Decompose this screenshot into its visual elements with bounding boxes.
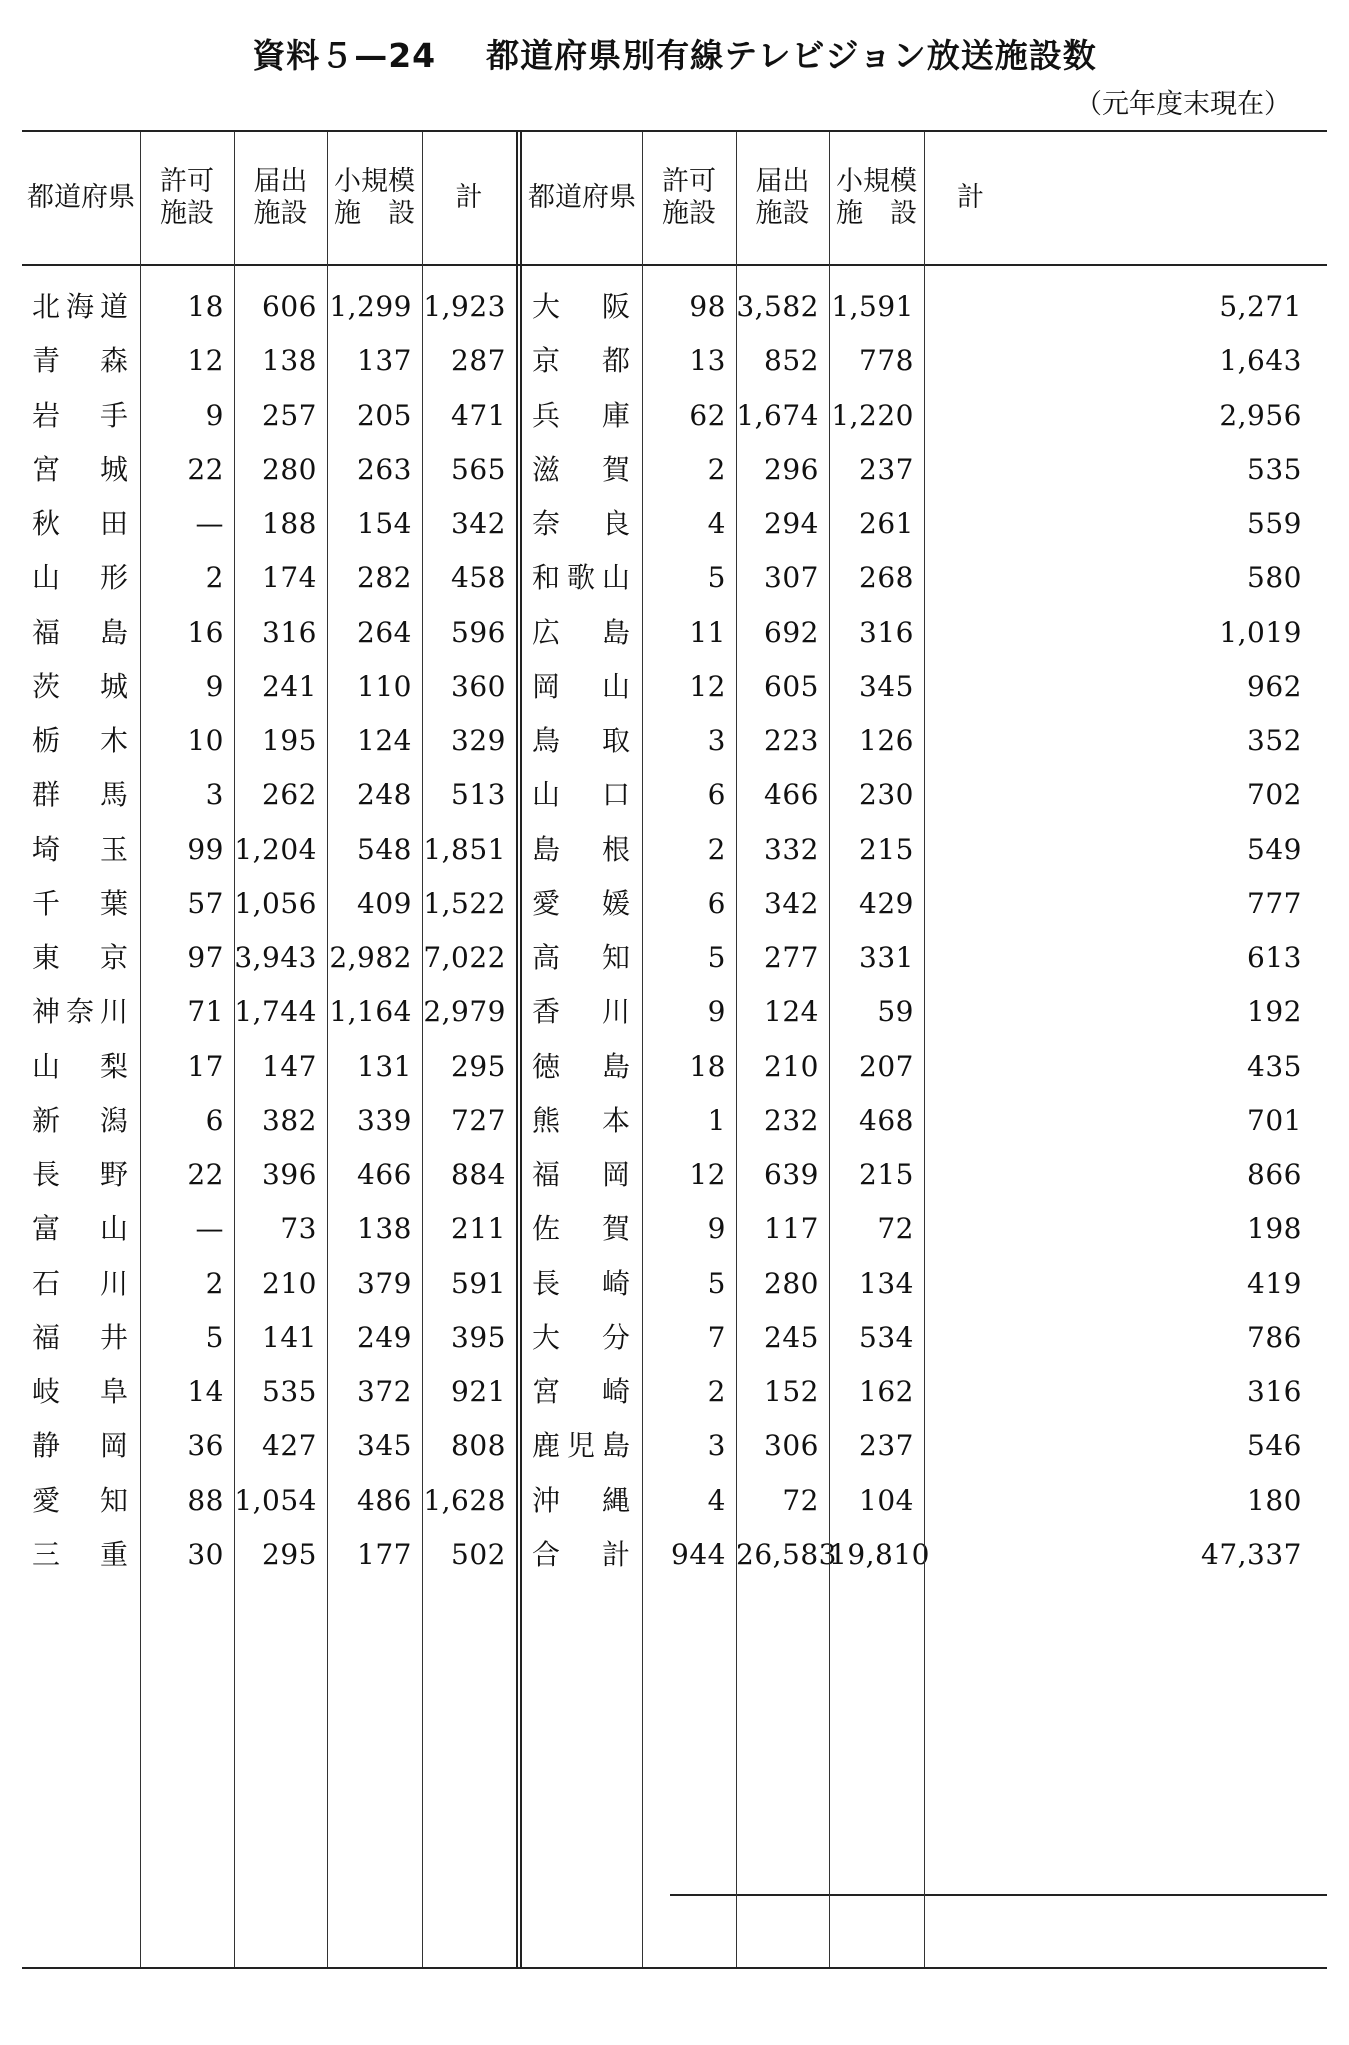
prefecture-name: 熊 本 — [532, 1103, 630, 1137]
prefecture-name: 福 岡 — [532, 1158, 630, 1191]
value-cell: 137 — [357, 344, 412, 378]
value-cell: 2 — [707, 452, 726, 486]
prefecture-name: 高 知 — [532, 941, 630, 974]
value-cell: 1,643 — [1219, 344, 1302, 378]
value-cell: 124 — [357, 724, 412, 757]
value-cell: 316 — [262, 615, 317, 649]
value-cell: 962 — [1247, 669, 1302, 703]
value-cell: 5,271 — [1219, 290, 1302, 323]
value-cell: 237 — [859, 1429, 914, 1463]
value-cell: 295 — [262, 1537, 317, 1571]
value-cell: 332 — [764, 832, 819, 866]
value-cell: 195 — [262, 724, 317, 757]
prefecture-name: 宮 崎 — [532, 1375, 630, 1408]
header-cell: 小規模 施 設 — [836, 166, 917, 229]
value-cell: 329 — [451, 724, 506, 757]
value-cell: 262 — [262, 778, 317, 812]
value-cell: 19,810 — [829, 1537, 930, 1571]
value-cell: 138 — [357, 1212, 412, 1246]
value-cell: 12 — [689, 669, 726, 703]
value-cell: 9 — [707, 1212, 726, 1246]
prefecture-name: 徳 島 — [532, 1049, 630, 1083]
header-cell: 都道府県 — [528, 182, 636, 213]
value-cell: 866 — [1247, 1158, 1302, 1191]
column-divider — [924, 132, 925, 1967]
prefecture-name: 兵 庫 — [532, 398, 630, 432]
value-cell: 727 — [451, 1103, 506, 1137]
value-cell: 884 — [451, 1158, 506, 1191]
value-cell: 7,022 — [423, 941, 506, 974]
value-cell: 296 — [764, 452, 819, 486]
value-cell: 257 — [262, 398, 317, 432]
value-cell: 3 — [707, 724, 726, 757]
header-cell: 届出 施設 — [755, 166, 810, 229]
value-cell: 2,956 — [1219, 398, 1302, 432]
prefecture-name: 長 崎 — [532, 1266, 630, 1300]
column-divider — [327, 132, 328, 1967]
data-table — [22, 130, 1327, 1969]
value-cell: 316 — [859, 615, 914, 649]
value-cell: 241 — [262, 669, 317, 703]
value-cell: 1,054 — [234, 1483, 317, 1517]
value-cell: 702 — [1247, 778, 1302, 812]
prefecture-name: 岩 手 — [32, 398, 128, 432]
value-cell: 3 — [707, 1429, 726, 1463]
prefecture-name: 埼 玉 — [32, 832, 128, 866]
value-cell: 207 — [859, 1049, 914, 1083]
value-cell: 944 — [671, 1537, 726, 1571]
prefecture-name: 群 馬 — [32, 778, 128, 812]
value-cell: 10 — [187, 724, 224, 757]
prefecture-name: 長 野 — [32, 1158, 128, 1191]
value-cell: 126 — [859, 724, 914, 757]
prefecture-name: 青 森 — [32, 344, 128, 378]
prefecture-name: 岡 山 — [532, 669, 630, 703]
value-cell: 1,923 — [423, 290, 506, 323]
prefecture-name: 奈 良 — [532, 507, 630, 540]
value-cell: 117 — [764, 1212, 819, 1246]
column-divider — [736, 132, 737, 1967]
value-cell: 174 — [262, 561, 317, 595]
prefecture-name: 合 計 — [532, 1537, 630, 1571]
value-cell: 98 — [689, 290, 726, 323]
prefecture-name: 山 口 — [532, 778, 630, 812]
value-cell: 134 — [859, 1266, 914, 1300]
value-cell: 282 — [357, 561, 412, 595]
value-cell: 852 — [764, 344, 819, 378]
value-cell: 12 — [187, 344, 224, 378]
header-cell: 届出 施設 — [253, 166, 308, 229]
value-cell: 180 — [1247, 1483, 1302, 1517]
value-cell: 1,851 — [423, 832, 506, 866]
value-cell: 1,591 — [831, 290, 914, 323]
value-cell: 458 — [451, 561, 506, 595]
prefecture-name: 大 分 — [532, 1320, 630, 1354]
value-cell: 18 — [689, 1049, 726, 1083]
value-cell: 16 — [187, 615, 224, 649]
value-cell: 1,164 — [329, 995, 412, 1029]
value-cell: 580 — [1247, 561, 1302, 595]
value-cell: 152 — [764, 1375, 819, 1408]
value-cell: 215 — [859, 1158, 914, 1191]
value-cell: 396 — [262, 1158, 317, 1191]
value-cell: 596 — [451, 615, 506, 649]
value-cell: 30 — [187, 1537, 224, 1571]
value-cell: 71 — [187, 995, 224, 1029]
header-cell: 許可 施設 — [662, 166, 716, 229]
value-cell: 264 — [357, 615, 412, 649]
table-row — [22, 1520, 1327, 1590]
value-cell: 1,674 — [736, 398, 819, 432]
value-cell: 223 — [764, 724, 819, 757]
value-cell: 692 — [764, 615, 819, 649]
value-cell: 249 — [357, 1320, 412, 1354]
prefecture-name: 福 井 — [32, 1320, 128, 1354]
value-cell: 1,204 — [234, 832, 317, 866]
value-cell: 331 — [859, 941, 914, 974]
value-cell: 99 — [187, 832, 224, 866]
value-cell: 535 — [1247, 452, 1302, 486]
value-cell: 230 — [859, 778, 914, 812]
value-cell: 6 — [707, 778, 726, 812]
value-cell: 11 — [689, 615, 726, 649]
title-label: 資料５—24 — [252, 36, 437, 75]
value-cell: 268 — [859, 561, 914, 595]
value-cell: 59 — [877, 995, 914, 1029]
value-cell: 471 — [451, 398, 506, 432]
value-cell: 287 — [451, 344, 506, 378]
table-header — [22, 132, 1327, 266]
value-cell: 124 — [764, 995, 819, 1029]
prefecture-name: 佐 賀 — [532, 1212, 630, 1246]
value-cell: — — [195, 1212, 224, 1246]
prefecture-name: 富 山 — [32, 1212, 128, 1246]
prefecture-name: 香 川 — [532, 995, 630, 1029]
value-cell: 2 — [707, 832, 726, 866]
prefecture-name: 広 島 — [532, 615, 630, 649]
value-cell: 4 — [707, 507, 726, 540]
value-cell: 154 — [357, 507, 412, 540]
value-cell: 466 — [764, 778, 819, 812]
value-cell: 12 — [689, 1158, 726, 1191]
column-divider — [140, 132, 141, 1967]
value-cell: 307 — [764, 561, 819, 595]
value-cell: 613 — [1247, 941, 1302, 974]
value-cell: 18 — [187, 290, 224, 323]
title-text: 都道府県別有線テレビジョン放送施設数 — [486, 36, 1097, 75]
value-cell: 232 — [764, 1103, 819, 1137]
value-cell: 198 — [1247, 1212, 1302, 1246]
value-cell: 409 — [357, 886, 412, 920]
value-cell: 7 — [707, 1320, 726, 1354]
value-cell: 778 — [859, 344, 914, 378]
value-cell: 342 — [451, 507, 506, 540]
value-cell: 62 — [689, 398, 726, 432]
value-cell: 5 — [205, 1320, 224, 1354]
prefecture-name: 宮 城 — [32, 452, 128, 486]
value-cell: 513 — [451, 778, 506, 812]
value-cell: 360 — [451, 669, 506, 703]
value-cell: 534 — [859, 1320, 914, 1354]
value-cell: 429 — [859, 886, 914, 920]
value-cell: 486 — [357, 1483, 412, 1517]
value-cell: 1,019 — [1219, 615, 1302, 649]
value-cell: 306 — [764, 1429, 819, 1463]
column-divider — [642, 132, 643, 1967]
value-cell: 3,582 — [736, 290, 819, 323]
value-cell: 192 — [1247, 995, 1302, 1029]
value-cell: 3 — [205, 778, 224, 812]
value-cell: 88 — [187, 1483, 224, 1517]
value-cell: 1,628 — [423, 1483, 506, 1517]
prefecture-name: 山 梨 — [32, 1049, 128, 1083]
value-cell: 17 — [187, 1049, 224, 1083]
value-cell: 1 — [707, 1103, 726, 1137]
value-cell: 345 — [357, 1429, 412, 1463]
prefecture-name: 和 歌 山 — [532, 561, 630, 595]
value-cell: 6 — [707, 886, 726, 920]
value-cell: 345 — [859, 669, 914, 703]
total-separator — [670, 1894, 1327, 1896]
value-cell: 210 — [262, 1266, 317, 1300]
value-cell: 295 — [451, 1049, 506, 1083]
value-cell: 1,299 — [329, 290, 412, 323]
value-cell: 339 — [357, 1103, 412, 1137]
value-cell: 701 — [1247, 1103, 1302, 1137]
prefecture-name: 新 潟 — [32, 1103, 128, 1137]
subtitle: （元年度末現在） — [1075, 89, 1291, 120]
value-cell: 316 — [1247, 1375, 1302, 1408]
value-cell: 277 — [764, 941, 819, 974]
value-cell: 379 — [357, 1266, 412, 1300]
value-cell: 382 — [262, 1103, 317, 1137]
value-cell: 1,744 — [234, 995, 317, 1029]
value-cell: 2 — [205, 1266, 224, 1300]
value-cell: 215 — [859, 832, 914, 866]
prefecture-name: 愛 媛 — [532, 886, 630, 920]
value-cell: 2,982 — [329, 941, 412, 974]
prefecture-name: 愛 知 — [32, 1483, 128, 1517]
value-cell: 162 — [859, 1375, 914, 1408]
value-cell: 808 — [451, 1429, 506, 1463]
value-cell: 4 — [707, 1483, 726, 1517]
column-divider — [234, 132, 235, 1967]
value-cell: 72 — [782, 1483, 819, 1517]
value-cell: — — [195, 507, 224, 540]
value-cell: 9 — [707, 995, 726, 1029]
prefecture-name: 茨 城 — [32, 669, 128, 703]
value-cell: 5 — [707, 1266, 726, 1300]
value-cell: 395 — [451, 1320, 506, 1354]
value-cell: 559 — [1247, 507, 1302, 540]
value-cell: 237 — [859, 452, 914, 486]
value-cell: 131 — [357, 1049, 412, 1083]
value-cell: 2,979 — [423, 995, 506, 1029]
value-cell: 280 — [764, 1266, 819, 1300]
prefecture-name: 神 奈 川 — [32, 995, 128, 1029]
value-cell: 435 — [1247, 1049, 1302, 1083]
prefecture-name: 滋 賀 — [532, 452, 630, 486]
prefecture-name: 福 島 — [32, 615, 128, 649]
value-cell: 72 — [877, 1212, 914, 1246]
value-cell: 2 — [205, 561, 224, 595]
prefecture-name: 東 京 — [32, 941, 128, 974]
value-cell: 786 — [1247, 1320, 1302, 1354]
value-cell: 205 — [357, 398, 412, 432]
prefecture-name: 静 岡 — [32, 1429, 128, 1463]
prefecture-name: 京 都 — [532, 344, 630, 378]
prefecture-name: 千 葉 — [32, 886, 128, 920]
prefecture-name: 山 形 — [32, 561, 128, 595]
value-cell: 372 — [357, 1375, 412, 1408]
value-cell: 535 — [262, 1375, 317, 1408]
value-cell: 97 — [187, 941, 224, 974]
value-cell: 36 — [187, 1429, 224, 1463]
value-cell: 47,337 — [1201, 1537, 1302, 1571]
value-cell: 245 — [764, 1320, 819, 1354]
value-cell: 177 — [357, 1537, 412, 1571]
value-cell: 248 — [357, 778, 412, 812]
prefecture-name: 岐 阜 — [32, 1375, 128, 1408]
value-cell: 466 — [357, 1158, 412, 1191]
value-cell: 502 — [451, 1537, 506, 1571]
half-divider — [516, 132, 522, 1967]
value-cell: 468 — [859, 1103, 914, 1137]
value-cell: 263 — [357, 452, 412, 486]
value-cell: 777 — [1247, 886, 1302, 920]
value-cell: 5 — [707, 941, 726, 974]
value-cell: 5 — [707, 561, 726, 595]
page-title — [0, 30, 1349, 77]
value-cell: 2 — [707, 1375, 726, 1408]
value-cell: 138 — [262, 344, 317, 378]
value-cell: 104 — [859, 1483, 914, 1517]
prefecture-name: 大 阪 — [532, 290, 630, 323]
value-cell: 261 — [859, 507, 914, 540]
header-cell: 計 — [455, 182, 483, 213]
value-cell: 26,583 — [736, 1537, 837, 1571]
prefecture-name: 島 根 — [532, 832, 630, 866]
value-cell: 921 — [451, 1375, 506, 1408]
value-cell: 147 — [262, 1049, 317, 1083]
value-cell: 546 — [1247, 1429, 1302, 1463]
prefecture-name: 石 川 — [32, 1266, 128, 1300]
header-cell: 許可 施設 — [160, 166, 214, 229]
value-cell: 280 — [262, 452, 317, 486]
value-cell: 9 — [205, 398, 224, 432]
value-cell: 606 — [262, 290, 317, 323]
value-cell: 210 — [764, 1049, 819, 1083]
value-cell: 13 — [689, 344, 726, 378]
header-cell: 小規模 施 設 — [334, 166, 415, 229]
value-cell: 549 — [1247, 832, 1302, 866]
value-cell: 294 — [764, 507, 819, 540]
prefecture-name: 三 重 — [32, 1537, 128, 1571]
value-cell: 188 — [262, 507, 317, 540]
value-cell: 14 — [187, 1375, 224, 1408]
value-cell: 352 — [1247, 724, 1302, 757]
value-cell: 3,943 — [234, 941, 317, 974]
value-cell: 419 — [1247, 1266, 1302, 1300]
prefecture-name: 栃 木 — [32, 724, 128, 757]
column-divider — [422, 132, 423, 1967]
value-cell: 110 — [357, 669, 412, 703]
value-cell: 73 — [280, 1212, 317, 1246]
value-cell: 1,522 — [423, 886, 506, 920]
value-cell: 1,056 — [234, 886, 317, 920]
value-cell: 427 — [262, 1429, 317, 1463]
value-cell: 565 — [451, 452, 506, 486]
header-cell: 計 — [957, 182, 984, 213]
value-cell: 6 — [205, 1103, 224, 1137]
value-cell: 1,220 — [831, 398, 914, 432]
value-cell: 22 — [187, 452, 224, 486]
value-cell: 211 — [451, 1212, 506, 1246]
value-cell: 591 — [451, 1266, 506, 1300]
value-cell: 639 — [764, 1158, 819, 1191]
prefecture-name: 鳥 取 — [532, 724, 630, 757]
prefecture-name: 秋 田 — [32, 507, 128, 540]
value-cell: 57 — [187, 886, 224, 920]
value-cell: 548 — [357, 832, 412, 866]
column-divider — [829, 132, 830, 1967]
prefecture-name: 鹿 児 島 — [532, 1429, 630, 1463]
value-cell: 141 — [262, 1320, 317, 1354]
value-cell: 605 — [764, 669, 819, 703]
value-cell: 22 — [187, 1158, 224, 1191]
header-cell: 都道府県 — [27, 182, 135, 213]
prefecture-name: 沖 縄 — [532, 1483, 630, 1517]
value-cell: 342 — [764, 886, 819, 920]
value-cell: 9 — [205, 669, 224, 703]
prefecture-name: 北 海 道 — [32, 290, 128, 323]
